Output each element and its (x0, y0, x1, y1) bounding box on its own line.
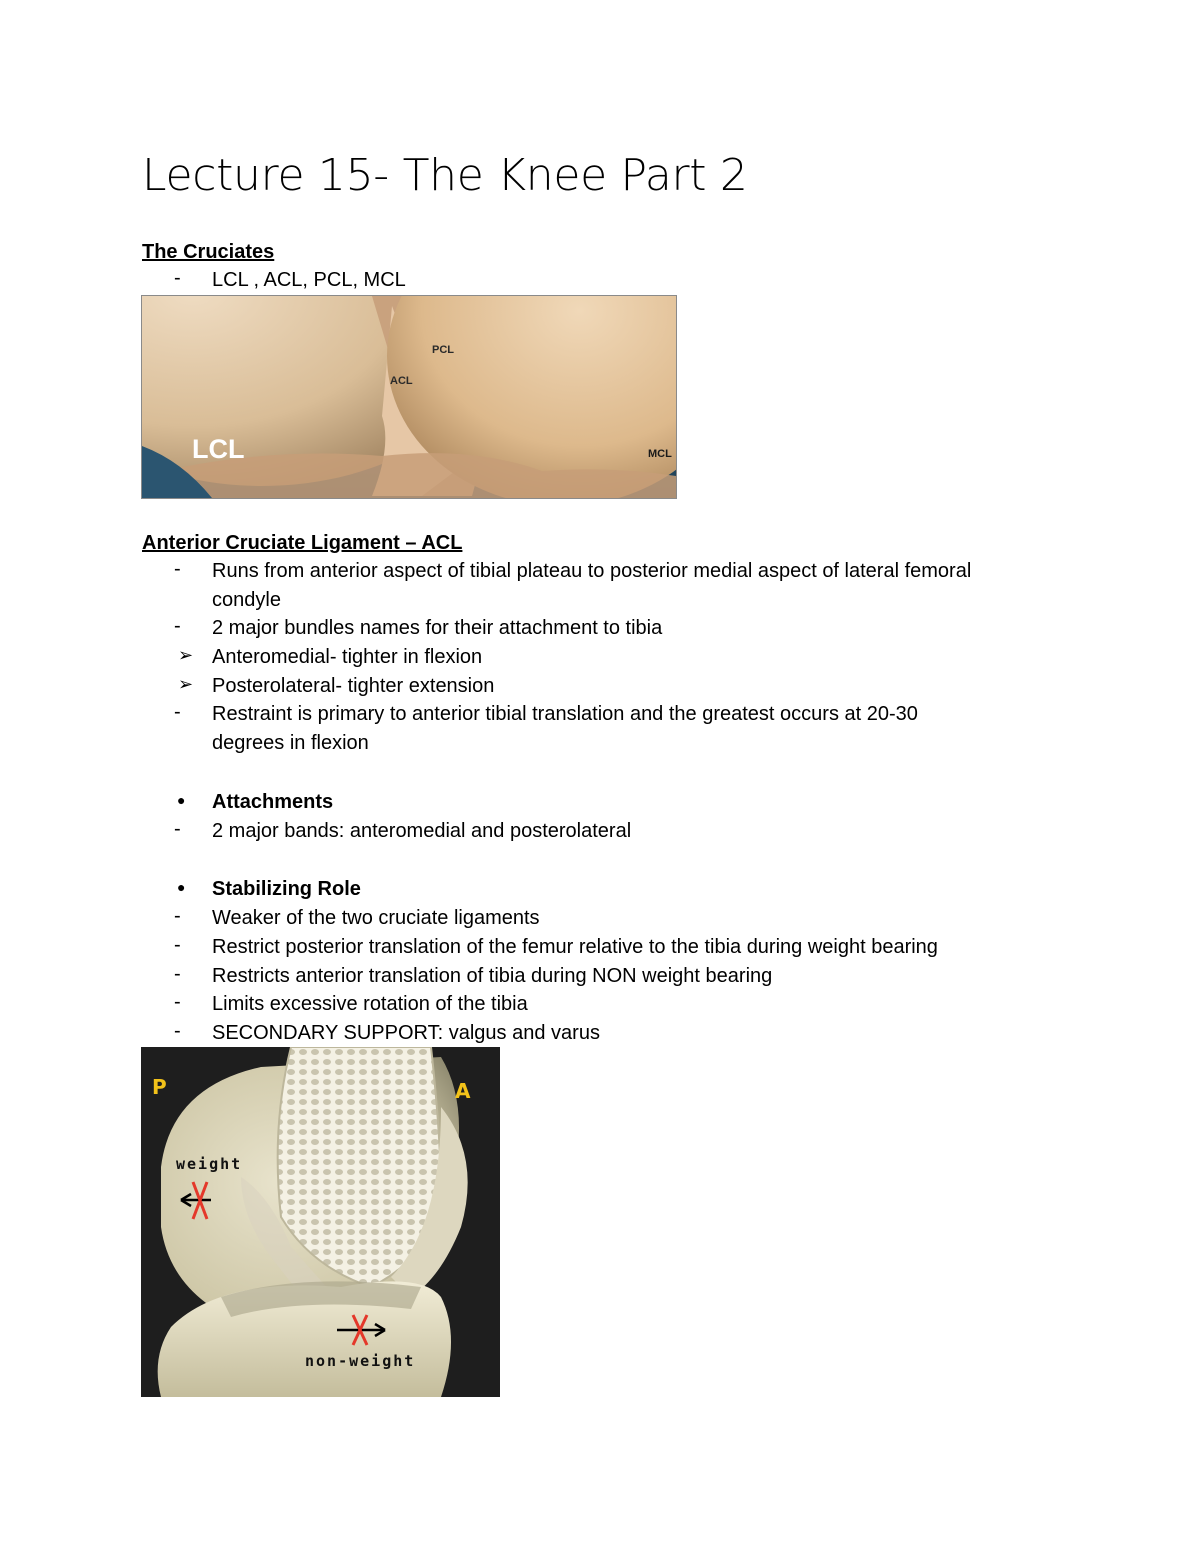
non-weight-label: non-weight (305, 1352, 416, 1370)
cruciate-ligaments-photo (141, 295, 677, 499)
bullet-icon: ● (177, 879, 186, 895)
arrow-bullet-icon: ➢ (178, 645, 194, 665)
stabilizing-item: Restrict posterior translation of the femur relative to the tibia during weight bearing (212, 936, 938, 958)
knee-weight-bearing-illustration (141, 1047, 500, 1397)
bullet-icon: ● (177, 792, 186, 808)
weight-label: weight (176, 1155, 243, 1173)
stabilizing-item: Weaker of the two cruciate ligaments (212, 907, 540, 929)
dash-marker: - (174, 558, 181, 580)
stabilizing-heading: Stabilizing Role (212, 878, 361, 900)
posterior-label: P (152, 1075, 167, 1099)
page-title: Lecture 15- The Knee Part 2 (142, 150, 748, 201)
attachments-item: 2 major bands: anteromedial and posterolateral (212, 820, 632, 842)
acl-item: Runs from anterior aspect of tibial plateau to posterior medial aspect of lateral femoral (212, 560, 972, 582)
dash-marker: - (174, 818, 181, 840)
anterior-label: A (455, 1079, 471, 1103)
dash-marker: - (174, 934, 181, 956)
dash-marker: - (174, 1020, 181, 1042)
mcl-label: MCL (648, 448, 672, 460)
arrow-bullet-icon: ➢ (178, 674, 194, 694)
dash-marker: - (174, 267, 181, 289)
dash-marker: - (174, 963, 181, 985)
dash-marker: - (174, 615, 181, 637)
acl-item: condyle (212, 589, 281, 611)
stabilizing-item: Limits excessive rotation of the tibia (212, 993, 528, 1015)
acl-item: Posterolateral- tighter extension (212, 675, 495, 697)
lcl-label: LCL (192, 434, 245, 464)
dash-marker: - (174, 701, 181, 723)
dash-marker: - (174, 991, 181, 1013)
acl-item: 2 major bundles names for their attachment to tibia (212, 617, 663, 639)
cruciates-heading: The Cruciates (142, 241, 275, 263)
stabilizing-item: Restricts anterior translation of tibia during NON weight bearing (212, 965, 773, 987)
acl-item: Restraint is primary to anterior tibial translation and the greatest occurs at 20-30 (212, 703, 918, 725)
attachments-heading: Attachments (212, 791, 334, 813)
pcl-label: PCL (432, 344, 454, 356)
acl-label: ACL (390, 375, 413, 387)
acl-item: Anteromedial- tighter in flexion (212, 646, 483, 668)
cruciates-item: LCL , ACL, PCL, MCL (212, 269, 406, 291)
acl-heading: Anterior Cruciate Ligament – ACL (142, 532, 463, 554)
stabilizing-item: SECONDARY SUPPORT: valgus and varus (212, 1022, 600, 1044)
acl-item: degrees in flexion (212, 732, 369, 754)
dash-marker: - (174, 905, 181, 927)
